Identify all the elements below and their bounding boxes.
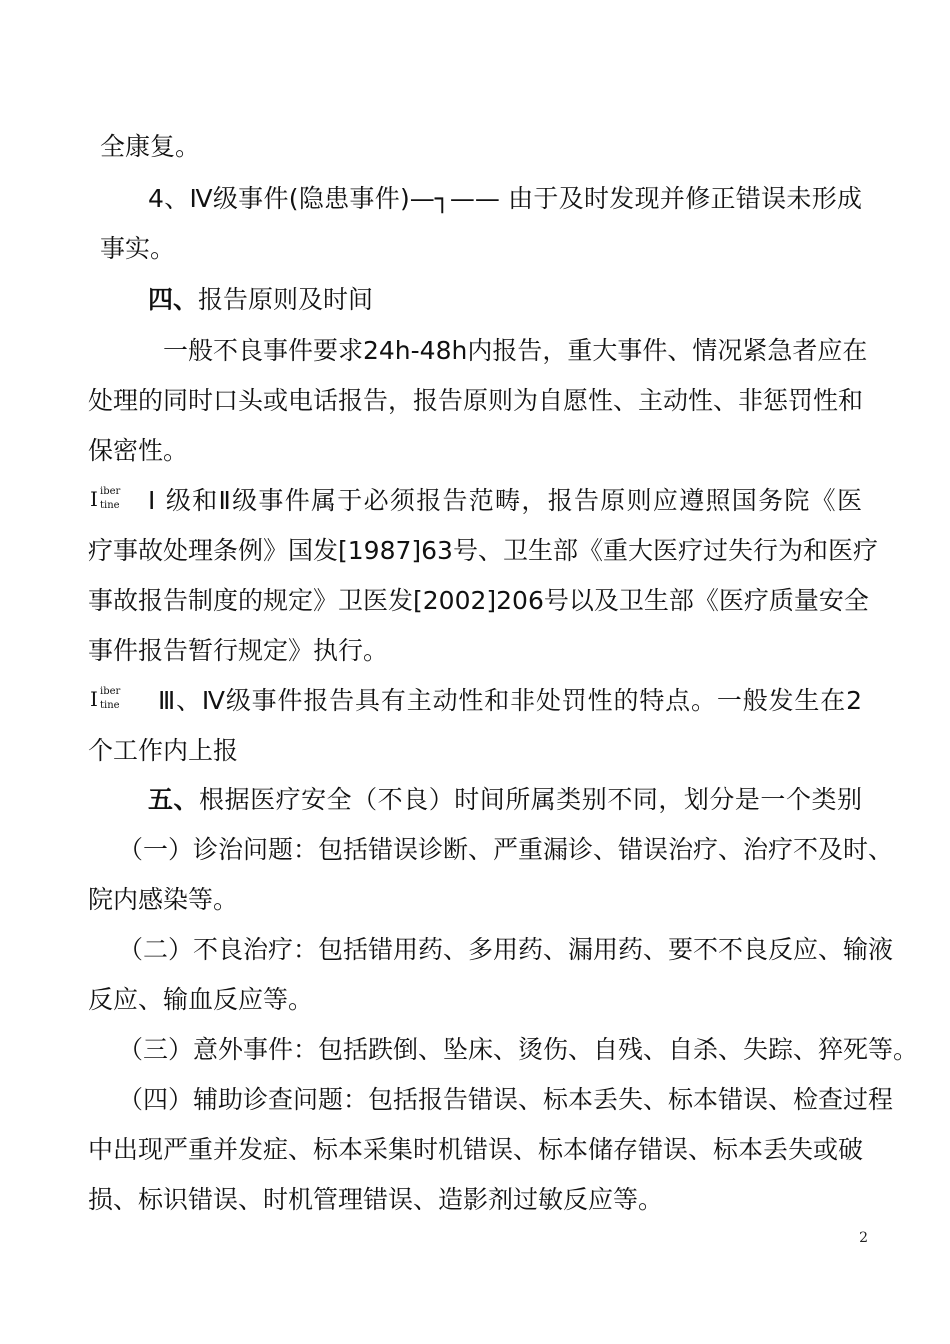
section-heading [148,783,862,817]
text-line: （二）不良治疗：包括错用药、多用药、漏用药、要不不良反应、输液 [118,935,894,964]
text-line: 疗事故处理条例》国发[1987]63号、卫生部《重大医疗过失行为和医疗 [88,536,878,565]
section-heading [148,283,950,317]
text-line: 损、标识错误、时机管理错误、造影剂过敏反应等。 [88,1185,664,1214]
text-line: 处理的同时口头或电话报告，报告原则为自愿性、主动性、非惩罚性和 [88,386,864,415]
section-title: 报告原则及时间 [198,285,374,314]
text-line: 事故报告制度的规定》卫医发[2002]206号以及卫生部《医疗质量安全 [88,586,869,615]
text-line: 一般不良事件要求24h-48h内报告，重大事件、情况紧急者应在 [163,336,868,365]
page-number: 2 [859,1230,868,1246]
text-line: （三）意外事件：包括跌倒、坠床、烫伤、自残、自杀、失踪、猝死等。 [118,1035,919,1064]
text-line: 反应、输血反应等。 [88,985,314,1014]
text-line: 事件报告暂行规定》执行。 [88,636,389,665]
text-line: 保密性。 [88,436,189,465]
bullet-marker: I iber tine [90,686,121,711]
text-line: 全康复。 [100,132,201,161]
text-line: （四）辅助诊查问题：包括报告错误、标本丢失、标本错误、检查过程 [118,1085,894,1114]
text-line: 院内感染等。 [88,885,239,914]
text-line: 4、Ⅳ级事件(隐患事件)—┐—— 由于及时发现并修正错误未形成 [148,184,862,213]
text-line: 中出现严重并发症、标本采集时机错误、标本储存错误、标本丢失或破 [88,1135,864,1164]
text-line: （一）诊治问题：包括错误诊断、严重漏诊、错误治疗、治疗不及时、 [118,835,894,864]
text-line: 个工作内上报 [88,736,239,765]
section-title: 根据医疗安全（不良）时间所属类别不同，划分是一个类别 [199,785,862,814]
text-line: I iber tine Ⅲ、Ⅳ级事件报告具有主动性和非处罚性的特点。一般发生在2 [90,686,862,715]
text-line: 事实。 [100,234,176,263]
section-number: 四、 [148,285,199,314]
bullet-marker: I iber tine [90,486,121,511]
section-number: 五、 [148,785,200,814]
text-line: I iber tine Ⅰ 级和Ⅱ级事件属于必须报告范畴，报告原则应遵照国务院《医 [90,486,862,515]
